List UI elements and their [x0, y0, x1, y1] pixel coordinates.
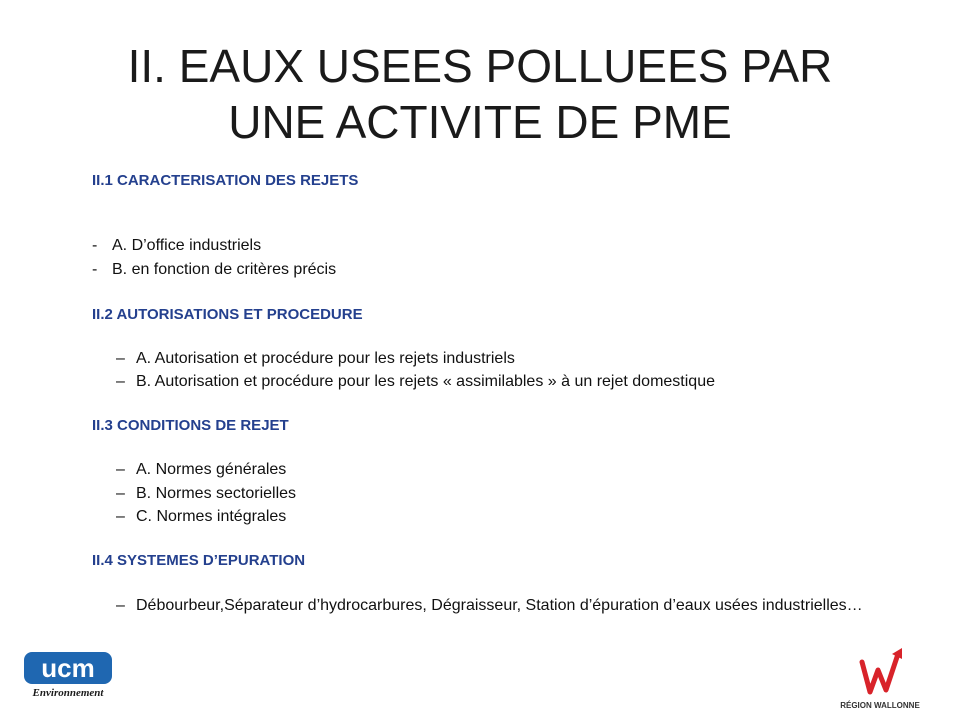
list-item	[116, 373, 715, 391]
title-line-1: II. EAUX USEES POLLUEES PAR	[127, 40, 833, 92]
bullet-dash: –	[116, 350, 125, 367]
bullet-dash: -	[92, 261, 98, 278]
ucm-logo	[22, 650, 114, 700]
list-item	[92, 237, 261, 255]
list-item	[116, 461, 286, 479]
item-text: C. Normes intégrales	[136, 508, 287, 525]
section-heading-4: II.4 SYSTEMES D’EPURATION	[92, 552, 306, 569]
item-text: A. Autorisation et procédure pour les rejets industriels	[136, 350, 515, 367]
item-text: A. Normes générales	[136, 461, 287, 478]
item-text: B. Autorisation et procédure pour les rejets « assimilables » à un rejet domestique	[136, 373, 715, 390]
bullet-dash: –	[116, 508, 125, 525]
item-text: A. D’office industriels	[112, 237, 262, 254]
bullet-dash: -	[92, 237, 98, 254]
ucm-logo-text: ucm	[41, 653, 95, 683]
section-heading-2: II.2 AUTORISATIONS ET PROCEDURE	[92, 306, 363, 323]
section-heading-3: II.3 CONDITIONS DE REJET	[92, 417, 289, 434]
list-item	[92, 261, 336, 279]
region-wallonne-text: RÉGION WALLONNE	[840, 701, 920, 710]
item-text: Débourbeur,Séparateur d’hydrocarbures, Dégraisseur, Station d’épuration d’eaux usées industrielles…	[136, 597, 863, 614]
item-text: B. en fonction de critères précis	[112, 261, 337, 278]
section-heading-1: II.1 CARACTERISATION DES REJETS	[92, 172, 359, 189]
bullet-dash: –	[116, 461, 125, 478]
slide-title	[60, 38, 900, 150]
title-line-2: UNE ACTIVITE DE PME	[228, 96, 732, 148]
bullet-dash: –	[116, 597, 125, 614]
item-text: B. Normes sectorielles	[136, 485, 297, 502]
list-item	[116, 350, 515, 368]
region-wallonne-logo	[840, 640, 920, 714]
ucm-logo-subtitle: Environnement	[32, 687, 104, 699]
bullet-dash: –	[116, 485, 125, 502]
list-item	[116, 508, 286, 526]
list-item	[116, 485, 296, 503]
list-item	[116, 597, 876, 615]
bullet-dash: –	[116, 373, 125, 390]
